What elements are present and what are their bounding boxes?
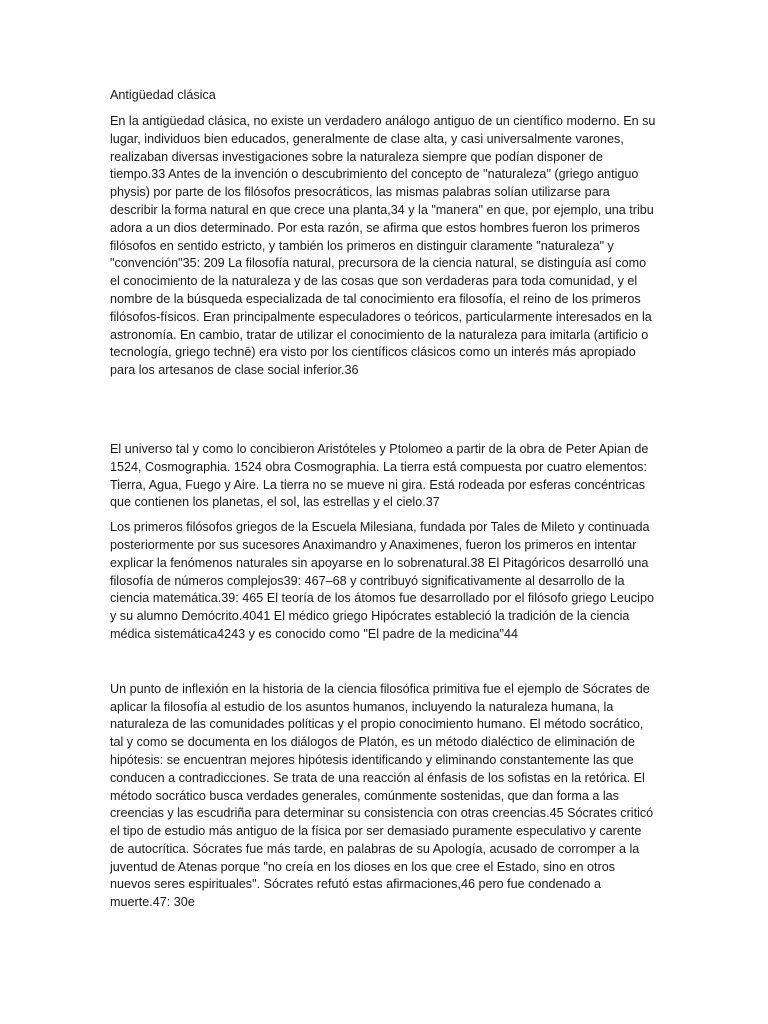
paragraph-socrates: Un punto de inflexión en la historia de la ciencia filosófica primitiva fue el ejemplo de Sócrates de aplicar la filosofía al estudio de los asuntos humanos, incluyendo la naturaleza humana, la naturaleza de las comunidades políticas y el propio conocimiento humano. El método socrático, tal y como se documenta en los diálogos de Platón, es un método dialéctico de eliminación de hipótesis: se encuentran mejores hipótesis identificando y eliminando constantemente las que conducen a contradicciones. Se trata de una reacción al énfasis de los sofistas en la retórica. El método socrático busca verdades generales, comúnmente sostenidas, que dan forma a las creencias y las escudriña para determinar su consistencia con otras creencias.45 Sócrates criticó el tipo de estudio más antiguo de la física por ser demasiado puramente especulativo y carente de autocrítica. Sócrates fue más tarde, en palabras de su Apología, acusado de corromper a la juventud de Atenas porque "no creía en los dioses en los que cree el Estado, sino en otros nuevos seres espirituales". Sócrates refutó estas afirmaciones,46 pero fue condenado a muerte.47: 30e: [110, 681, 654, 910]
spacer: [110, 380, 658, 441]
document-page: [110, 86, 658, 912]
paragraph-universe: El universo tal y como lo concibieron Aristóteles y Ptolomeo a partir de la obra de Peter Apian de 1524, Cosmographia. 1524 obra Cosmographia. La tierra está compuesta por cuatro elementos: Tierra, Agua, Fuego y Aire. La tierra no se mueve ni gira. Está rodeada por esferas concéntricas que contienen los planetas, el sol, las estrellas y el cielo.37: [110, 441, 649, 510]
spacer: [110, 512, 658, 519]
page-title: Antigüedad clásica: [110, 88, 216, 102]
spacer: [110, 644, 658, 681]
paragraph-intro: En la antigüedad clásica, no existe un verdadero análogo antiguo de un científico moderno. En su lugar, individuos bien educados, generalmente de clase alta, y casi universalmente varones, realizaban diversas investigaciones sobre la naturaleza siempre que podían disponer de tiempo.33 Antes de la invención o descubrimiento del concepto de "naturaleza" (griego antiguo physis) por parte de los filósofos presocráticos, las mismas palabras solían utilizarse para describir la forma natural en que crece una planta,34 y la "manera" en que, por ejemplo, una tribu adora a un dios determinado. Por esta razón, se afirma que estos hombres fueron los primeros filósofos en sentido estricto, y también los primeros en distinguir claramente "naturaleza" y "convención"35: 209 La filosofía natural, precursora de la ciencia natural, se distinguía así como el conocimiento de la naturaleza y de las cosas que son verdaderas para toda comunidad, y el nombre de la búsqueda especializada de tal conocimiento era filosofía, el reino de los primeros filósofos-físicos. Eran principalmente especuladores o teóricos, particularmente interesados en la astronomía. En cambio, tratar de utilizar el conocimiento de la naturaleza para imitarla (artificio o tecnología, griego technē) era visto por los científicos clásicos como un interés más apropiado para los artesanos de clase social inferior.36: [110, 114, 656, 378]
paragraph-greek-philosophers: Los primeros filósofos griegos de la Escuela Milesiana, fundada por Tales de Mileto y continuada posteriormente por sus sucesores Anaximandro y Anaximenes, fueron los primeros en intentar explicar la fenómenos naturales sin apoyarse en lo sobrenatural.38 El Pitagóricos desarrolló una filosofía de números complejos39: 467–68 y contribuyó significativamente al desarrollo de la ciencia matemática.39: 465 El teoría de los átomos fue desarrollado por el filósofo griego Leucipo y su alumno Demócrito.4041 El médico griego Hipócrates estableció la tradición de la ciencia médica sistemática4243 y es conocido como "El padre de la medicina"44: [110, 520, 654, 641]
